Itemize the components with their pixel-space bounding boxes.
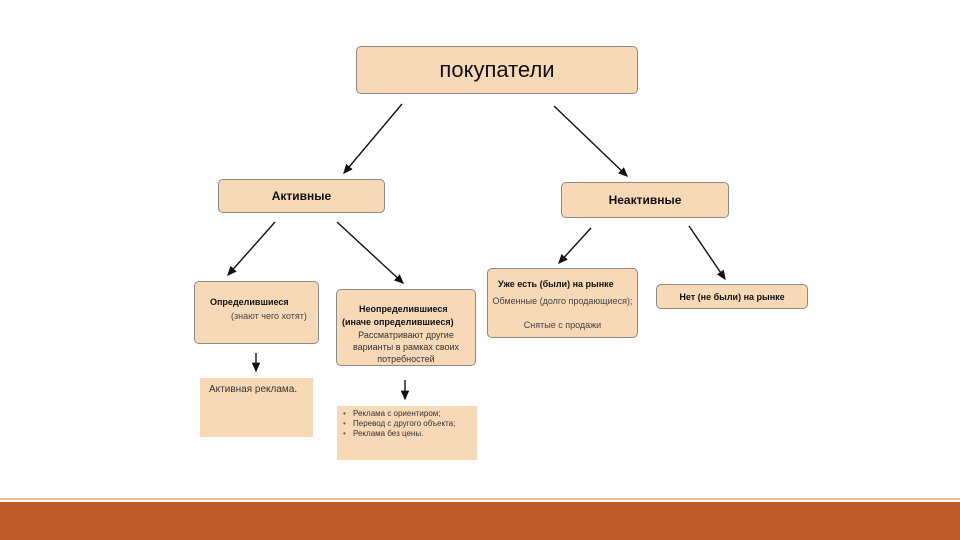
bullet-icon: • <box>343 409 346 418</box>
box-active-advertising <box>200 378 313 437</box>
node-active <box>218 179 385 213</box>
node-decided-note: (знают чего хотят) <box>231 311 307 321</box>
node-on-market <box>487 268 638 338</box>
list-item: • Перевод с другого объекта; <box>343 419 456 428</box>
root-node-label: покупатели <box>439 57 555 82</box>
node-undecided-title: Неопределившиеся <box>359 304 448 314</box>
node-on-market-note2: Снятые с продажи <box>523 320 602 330</box>
node-on-market-note: Обменные (долго продающиеся); <box>492 296 633 306</box>
node-decided-title: Определившиеся <box>210 297 289 307</box>
node-decided <box>194 281 319 344</box>
node-not-market <box>656 284 808 309</box>
active-advertising-text: Активная реклама. <box>209 384 298 395</box>
footer-accent-line <box>0 498 960 500</box>
node-active-label: Активные <box>271 189 332 203</box>
list-item: • Реклама без цены. <box>343 429 424 438</box>
root-node-buyers <box>356 46 638 94</box>
footer-band <box>0 502 960 540</box>
arrow-inactive-to-not-market <box>689 226 725 279</box>
node-inactive <box>561 182 729 218</box>
node-not-market-title: Нет (не были) на рынке <box>679 292 785 302</box>
node-on-market-title: Уже есть (были) на рынке <box>498 279 614 289</box>
bullet-icon: • <box>343 429 346 438</box>
arrow-active-to-undecided <box>337 222 403 283</box>
bullet-icon: • <box>343 419 346 428</box>
arrow-root-to-active <box>344 104 402 173</box>
arrow-active-to-decided <box>228 222 275 275</box>
box-ad-methods <box>337 406 477 460</box>
list-item: • Реклама с ориентиром; <box>343 409 441 418</box>
node-undecided-subtitle: (иначе определившиеся) <box>342 317 454 327</box>
node-undecided <box>336 289 476 366</box>
node-undecided-note: Рассматривают другие варианты в рамках своих потребностей <box>352 330 460 364</box>
arrow-root-to-inactive <box>554 106 627 176</box>
node-inactive-label: Неактивные <box>608 193 682 207</box>
arrow-inactive-to-on-market <box>559 228 591 263</box>
ad-methods-list <box>341 409 477 439</box>
